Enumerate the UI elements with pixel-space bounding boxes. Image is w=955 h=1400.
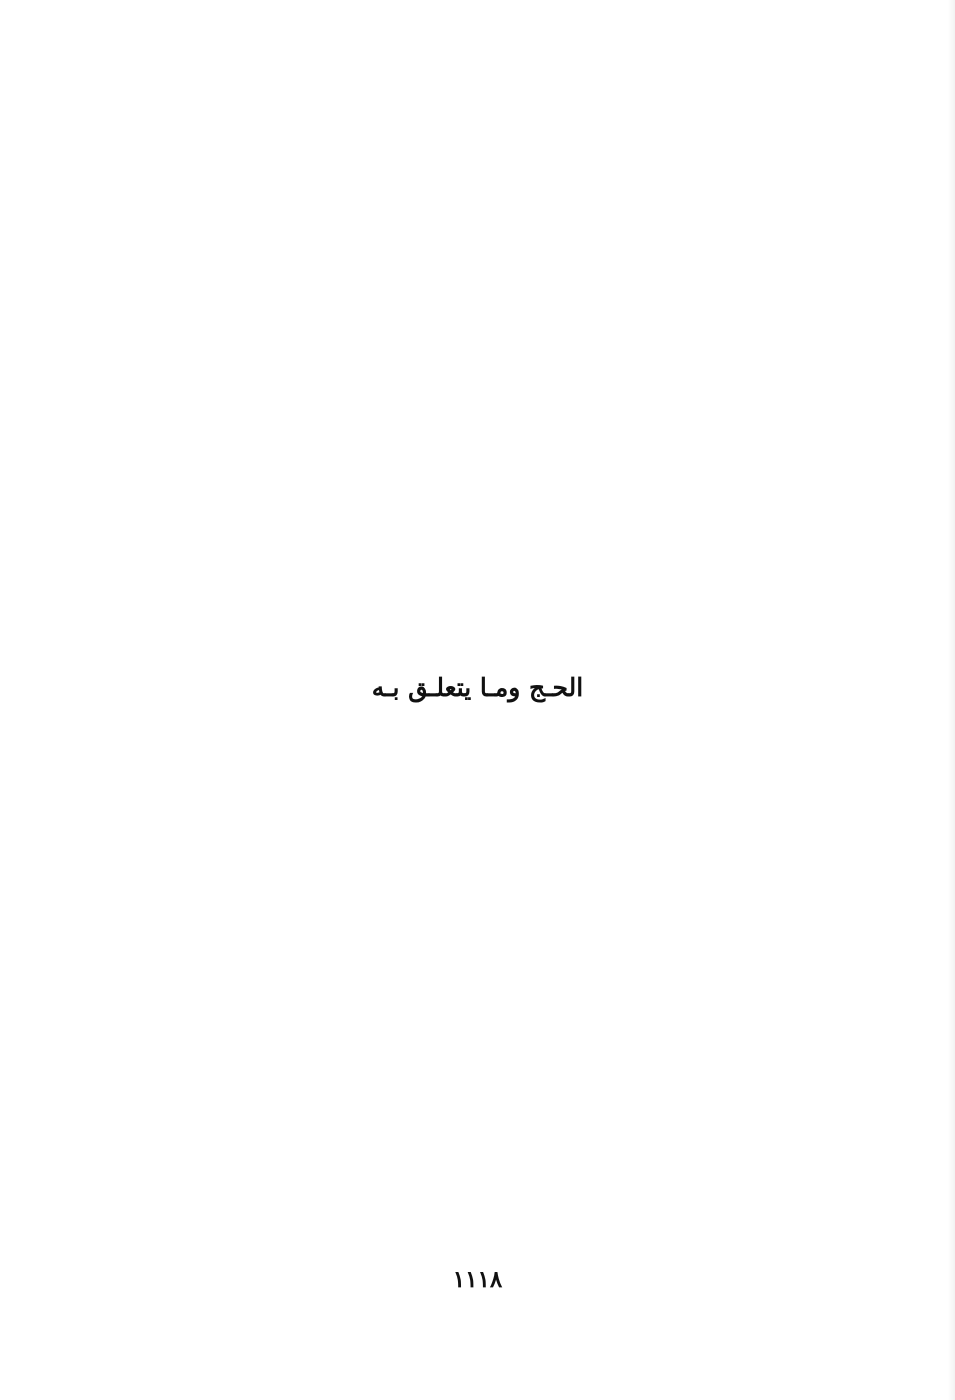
section-heading: الحـج ومـا يتعلـق بـه xyxy=(371,673,584,702)
page-number: ١١١٨ xyxy=(452,1266,503,1293)
page-edge-shadow xyxy=(948,0,955,1400)
